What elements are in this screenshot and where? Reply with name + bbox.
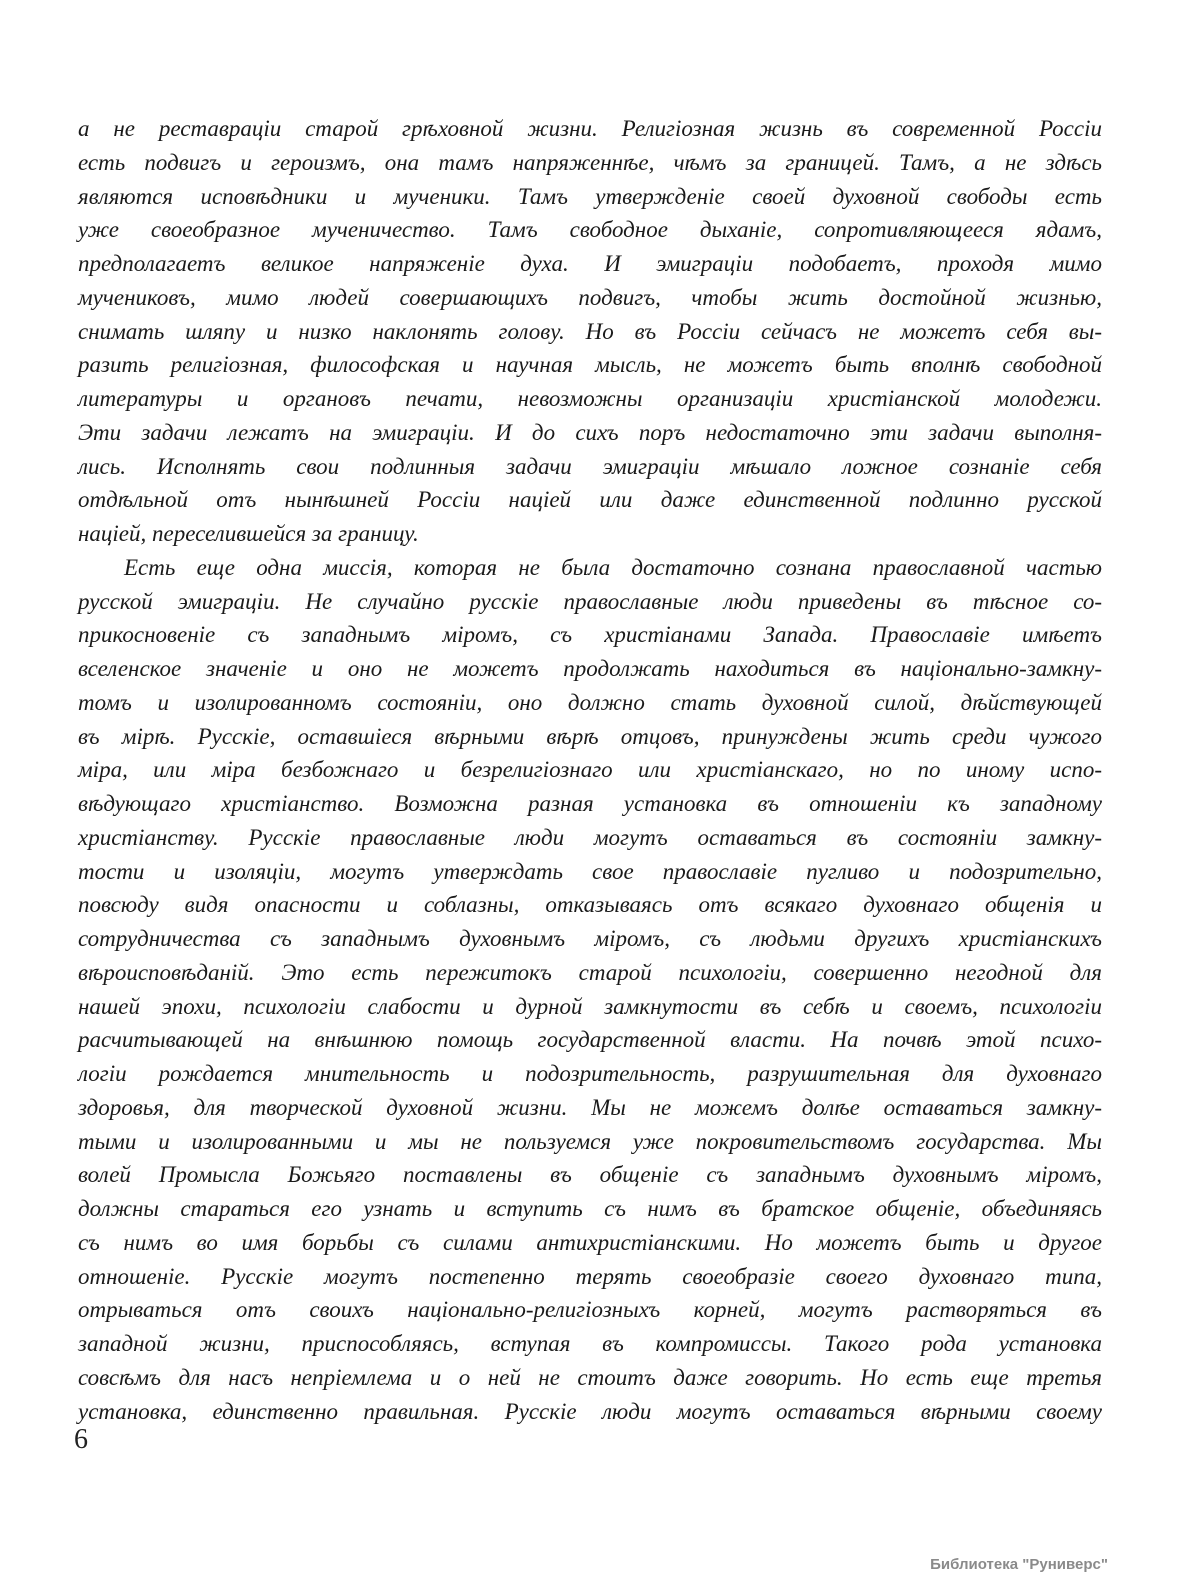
text-line: Эти задачи лежатъ на эмиграціи. И до сихъ поръ недостаточно эти задачи выполня- bbox=[78, 419, 1102, 445]
text-line: здоровья, для творческой духовной жизни. Мы не можемъ долѣе оставаться замкну- bbox=[78, 1094, 1102, 1120]
text-line: вселенское значеніе и оно не можетъ продолжать находиться въ національно-замкну- bbox=[78, 656, 1102, 681]
text-line: томъ и изолированномъ состояніи, оно должно стать духовной силой, дѣйствующей bbox=[78, 689, 1102, 715]
text-line: христіанству. Русскіе православные люди могутъ оставаться въ состояніи замкну- bbox=[78, 824, 1102, 850]
text-line: сотрудничества съ западнымъ духовнымъ міромъ, съ людьми другихъ христіанскихъ bbox=[78, 926, 1102, 951]
text-line: лись. Исполнять свои подлинныя задачи эмиграціи мѣшало ложное сознаніе себя bbox=[78, 453, 1102, 479]
text-line: мучениковъ, мимо людей совершающихъ подвигъ, чтобы жить достойной жизнью, bbox=[78, 284, 1102, 310]
text-line: уже своеобразное мученичество. Тамъ свободное дыханіе, сопротивляющееся ядамъ, bbox=[78, 217, 1102, 243]
text-line: вѣроисповѣданій. Это есть пережитокъ старой психологіи, совершенно негодной для bbox=[78, 959, 1102, 985]
text-line: логіи рождается мнительность и подозрительность, разрушительная для духовнаго bbox=[78, 1061, 1102, 1086]
text-line: тости и изоляціи, могутъ утверждать свое православіе пугливо и подозрительно, bbox=[78, 858, 1102, 884]
text-line: Есть еще одна миссія, которая не была достаточно сознана православной частью bbox=[124, 554, 1102, 580]
text-line: должны стараться его узнать и вступить съ нимъ въ братское общеніе, объединяясь bbox=[78, 1196, 1102, 1221]
text-line: отдѣльной отъ нынѣшней Россіи націей или даже единственной подлинно русской bbox=[78, 487, 1102, 513]
text-line: а не реставраціи старой грѣховной жизни. Религіозная жизнь въ современной Россіи bbox=[78, 116, 1102, 141]
text-line: тыми и изолированными и мы не пользуемся уже покровительствомъ государства. Мы bbox=[78, 1128, 1102, 1154]
text-line: нашей эпохи, психологіи слабости и дурной замкнутости въ себѣ и своемъ, психологіи bbox=[78, 993, 1102, 1019]
body-text bbox=[78, 112, 1102, 1428]
text-line: установка, единственно правильная. Русскіе люди могутъ оставаться вѣрными своему bbox=[78, 1398, 1102, 1424]
text-line: разить религіозная, философская и научная мысль, не можетъ быть вполнѣ свободной bbox=[78, 352, 1102, 378]
text-line: повсюду видя опасности и соблазны, отказываясь отъ всякаго духовнаго общенія и bbox=[78, 892, 1102, 918]
text-line: прикосновеніе съ западнымъ міромъ, съ христіанами Запада. Православіе имѣетъ bbox=[78, 622, 1102, 648]
text-line: вѣдующаго христіанство. Возможна разная установка въ отношеніи къ западному bbox=[78, 791, 1102, 816]
text-line: волей Промысла Божьяго поставлены въ общеніе съ западнымъ духовнымъ міромъ, bbox=[78, 1162, 1102, 1188]
text-line: западной жизни, приспособляясь, вступая въ компромиссы. Такого рода установка bbox=[78, 1331, 1102, 1356]
text-line: съ нимъ во имя борьбы съ силами антихристіанскими. Но можетъ быть и другое bbox=[78, 1229, 1102, 1255]
text-line: литературы и органовъ печати, невозможны организаціи христіанской молодежи. bbox=[78, 386, 1102, 411]
text-line: націей, переселившейся за границу. bbox=[78, 521, 419, 546]
text-line: въ мірѣ. Русскіе, оставшіеся вѣрными вѣрѣ отцовъ, принуждены жить среди чужого bbox=[78, 723, 1102, 749]
text-line: отношеніе. Русскіе могутъ постепенно терять своеобразіе своего духовнаго типа, bbox=[78, 1263, 1102, 1289]
text-line: русской эмиграціи. Не случайно русскіе православные люди приведены въ тѣсное со- bbox=[78, 588, 1102, 614]
text-line: отрываться отъ своихъ національно-религіозныхъ корней, могутъ растворяться въ bbox=[78, 1297, 1102, 1323]
text-line: совсѣмъ для насъ непріемлема и о ней не стоитъ даже говорить. Но есть еще третья bbox=[78, 1364, 1102, 1390]
text-line: расчитывающей на внѣшнюю помощь государственной власти. На почвѣ этой психо- bbox=[78, 1027, 1102, 1053]
text-line: есть подвигъ и героизмъ, она тамъ напряженнѣе, чѣмъ за границей. Тамъ, а не здѣсь bbox=[78, 149, 1102, 175]
page-number: 6 bbox=[74, 1424, 88, 1455]
text-line: являются исповѣдники и мученики. Тамъ утвержденіе своей духовной свободы есть bbox=[78, 183, 1102, 209]
library-watermark: Библиотека "Руниверс" bbox=[930, 1556, 1108, 1573]
text-line: міра, или міра безбожнаго и безрелигіознаго или христіанскаго, но по иному испо- bbox=[78, 757, 1102, 783]
text-line: снимать шляпу и низко наклонять голову. Но въ Россіи сейчасъ не можетъ себя вы- bbox=[78, 318, 1102, 344]
text-line: предполагаетъ великое напряженіе духа. И эмиграціи подобаетъ, проходя мимо bbox=[78, 251, 1102, 276]
